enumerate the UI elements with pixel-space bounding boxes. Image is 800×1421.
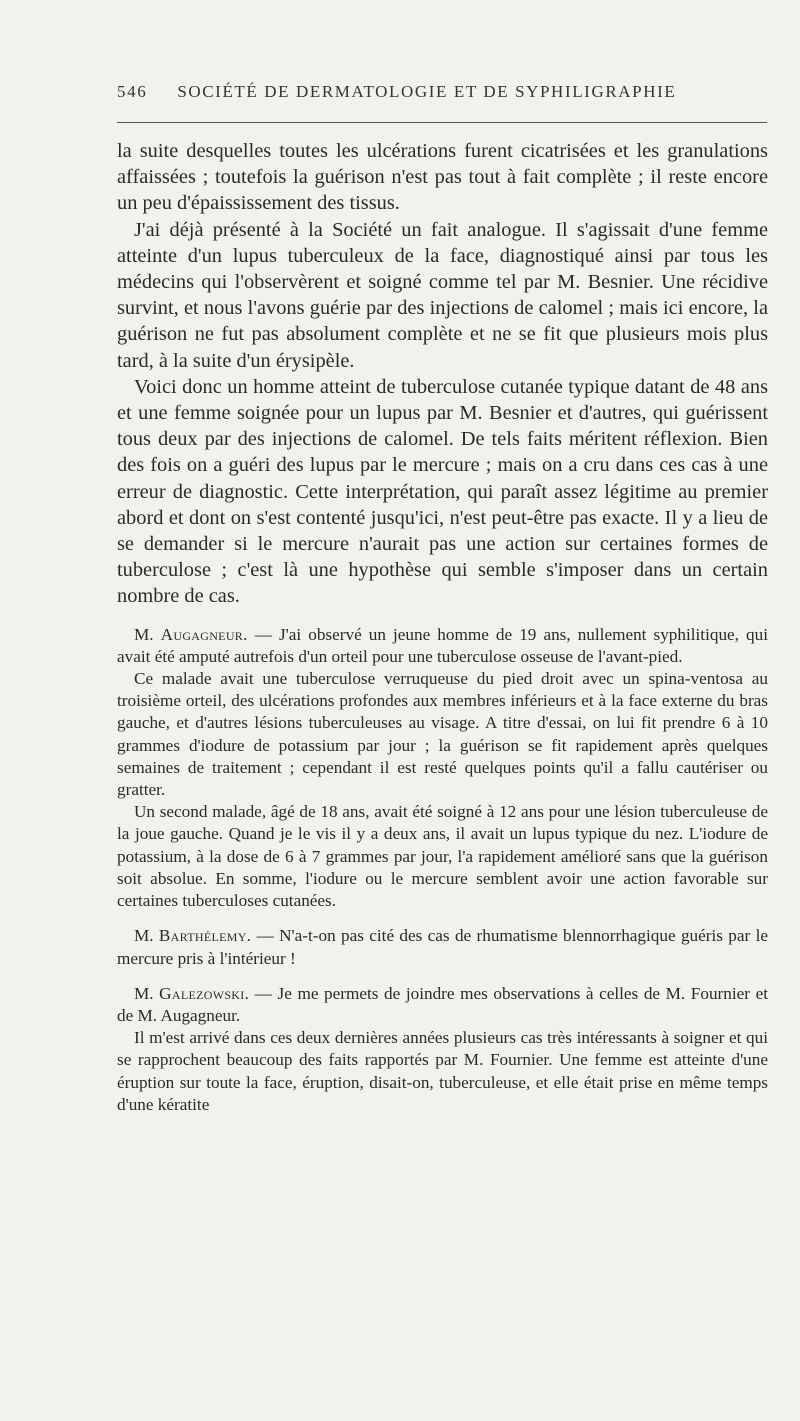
paragraph: Il m'est arrivé dans ces deux dernières années plusieurs cas très intéressants à soigner et qui se rapprochent beaucoup des faits rapportés par M. Fournier. Une femme est atteinte d'une éruption sur toute la face, éruption, disait-on, tuberculeuse, et elle était prise en même temps d'une kératite xyxy=(117,1028,768,1114)
paragraph: Ce malade avait une tuberculose verruqueuse du pied droit avec un spina-ventosa au troisième orteil, des ulcérations profondes aux membres inférieurs et à la face externe du bras gauche, et d'autres lésions tuberculeuses au visage. A titre d'essai, on lui fit prendre 6 à 10 grammes d'iodure de potassium par jour ; la guérison se fit rapidement après quelques semaines de traitement ; cependant il est resté quelques points qu'il a fallu cautériser ou gratter. xyxy=(117,669,768,800)
page-body xyxy=(117,138,768,1116)
speaker-prefix: M. xyxy=(134,983,160,1003)
paragraph: J'ai déjà présenté à la Société un fait analogue. Il s'agissait d'une femme atteinte d'un lupus tuberculeux de la face, diagnostiqué ainsi par tous les médecins qui l'observèrent et soigné comme tel par M. Besnier. Une récidive survint, et nous l'avons guérie par des injections de calomel ; mais ici encore, la guérison ne fut pas absolument complète et ne se fit que plusieurs mois plus tard, à la suite d'un érysipèle. xyxy=(117,218,768,372)
running-header xyxy=(117,82,767,102)
paragraph: la suite desquelles toutes les ulcérations furent cicatrisées et les granulations affaissées ; toutefois la guérison n'est pas tout à fait complète ; il reste encore un peu d'épaississement des tissus. xyxy=(117,140,768,215)
paragraph: Voici donc un homme atteint de tuberculose cutanée typique datant de 48 ans et une femme soignée pour un lupus par M. Besnier et d'autres, qui guérissent tous deux par des injections de calomel. De tels faits méritent réflexion. Bien des fois on a guéri des lupus par le mercure ; mais on a cru dans ces cas à une erreur de diagnostic. Cette interprétation, qui paraît assez légitime au premier abord et dont on s'est contenté jusqu'ici, n'est peut-être pas exacte. Il y a lieu de se demander si le mercure n'aurait pas une action sur certaines formes de tuberculose ; c'est là une hypothèse qui semble s'imposer dans un certain nombre de cas. xyxy=(117,375,768,608)
speaker-prefix: M. xyxy=(134,926,159,946)
main-text xyxy=(117,138,768,610)
galezowski-intervention xyxy=(117,983,768,1027)
running-title: SOCIÉTÉ DE DERMATOLOGIE ET DE SYPHILIGRAPHIE xyxy=(177,82,677,101)
discussion xyxy=(117,624,768,1116)
speaker-prefix: M. xyxy=(134,624,161,644)
intervention-text: — J'ai observé un jeune homme de 19 ans, nullement syphilitique, qui avait été amputé autrefois d'un orteil pour une tuberculose osseuse de l'avant-pied. xyxy=(117,624,768,666)
intervention-text: — Je me permets de joindre mes observations à celles de M. Fournier et de M. Augagneur. xyxy=(117,983,768,1025)
page-number: 546 xyxy=(117,82,148,101)
barthelemy-intervention xyxy=(117,925,768,969)
intervention-text: — N'a-t-on pas cité des cas de rhumatisme blennorrhagique guéris par le mercure pris à l'intérieur ! xyxy=(117,926,768,968)
header-rule xyxy=(117,122,767,123)
augagneur-intervention xyxy=(117,624,768,668)
speaker-name: Galezowski. xyxy=(159,983,250,1003)
speaker-name: Barthélemy. xyxy=(158,926,252,946)
paragraph: Un second malade, âgé de 18 ans, avait été soigné à 12 ans pour une lésion tuberculeuse de la joue gauche. Quand je le vis il y a deux ans, il avait un lupus typique du nez. L'iodure de potassium, à la dose de 6 à 7 grammes par jour, l'a rapidement amélioré sans que la guérison soit absolue. En somme, l'iodure ou le mercure semblent avoir une action favorable sur certaines tuberculoses cutanées. xyxy=(117,802,768,911)
speaker-name: Augagneur. xyxy=(160,624,248,644)
